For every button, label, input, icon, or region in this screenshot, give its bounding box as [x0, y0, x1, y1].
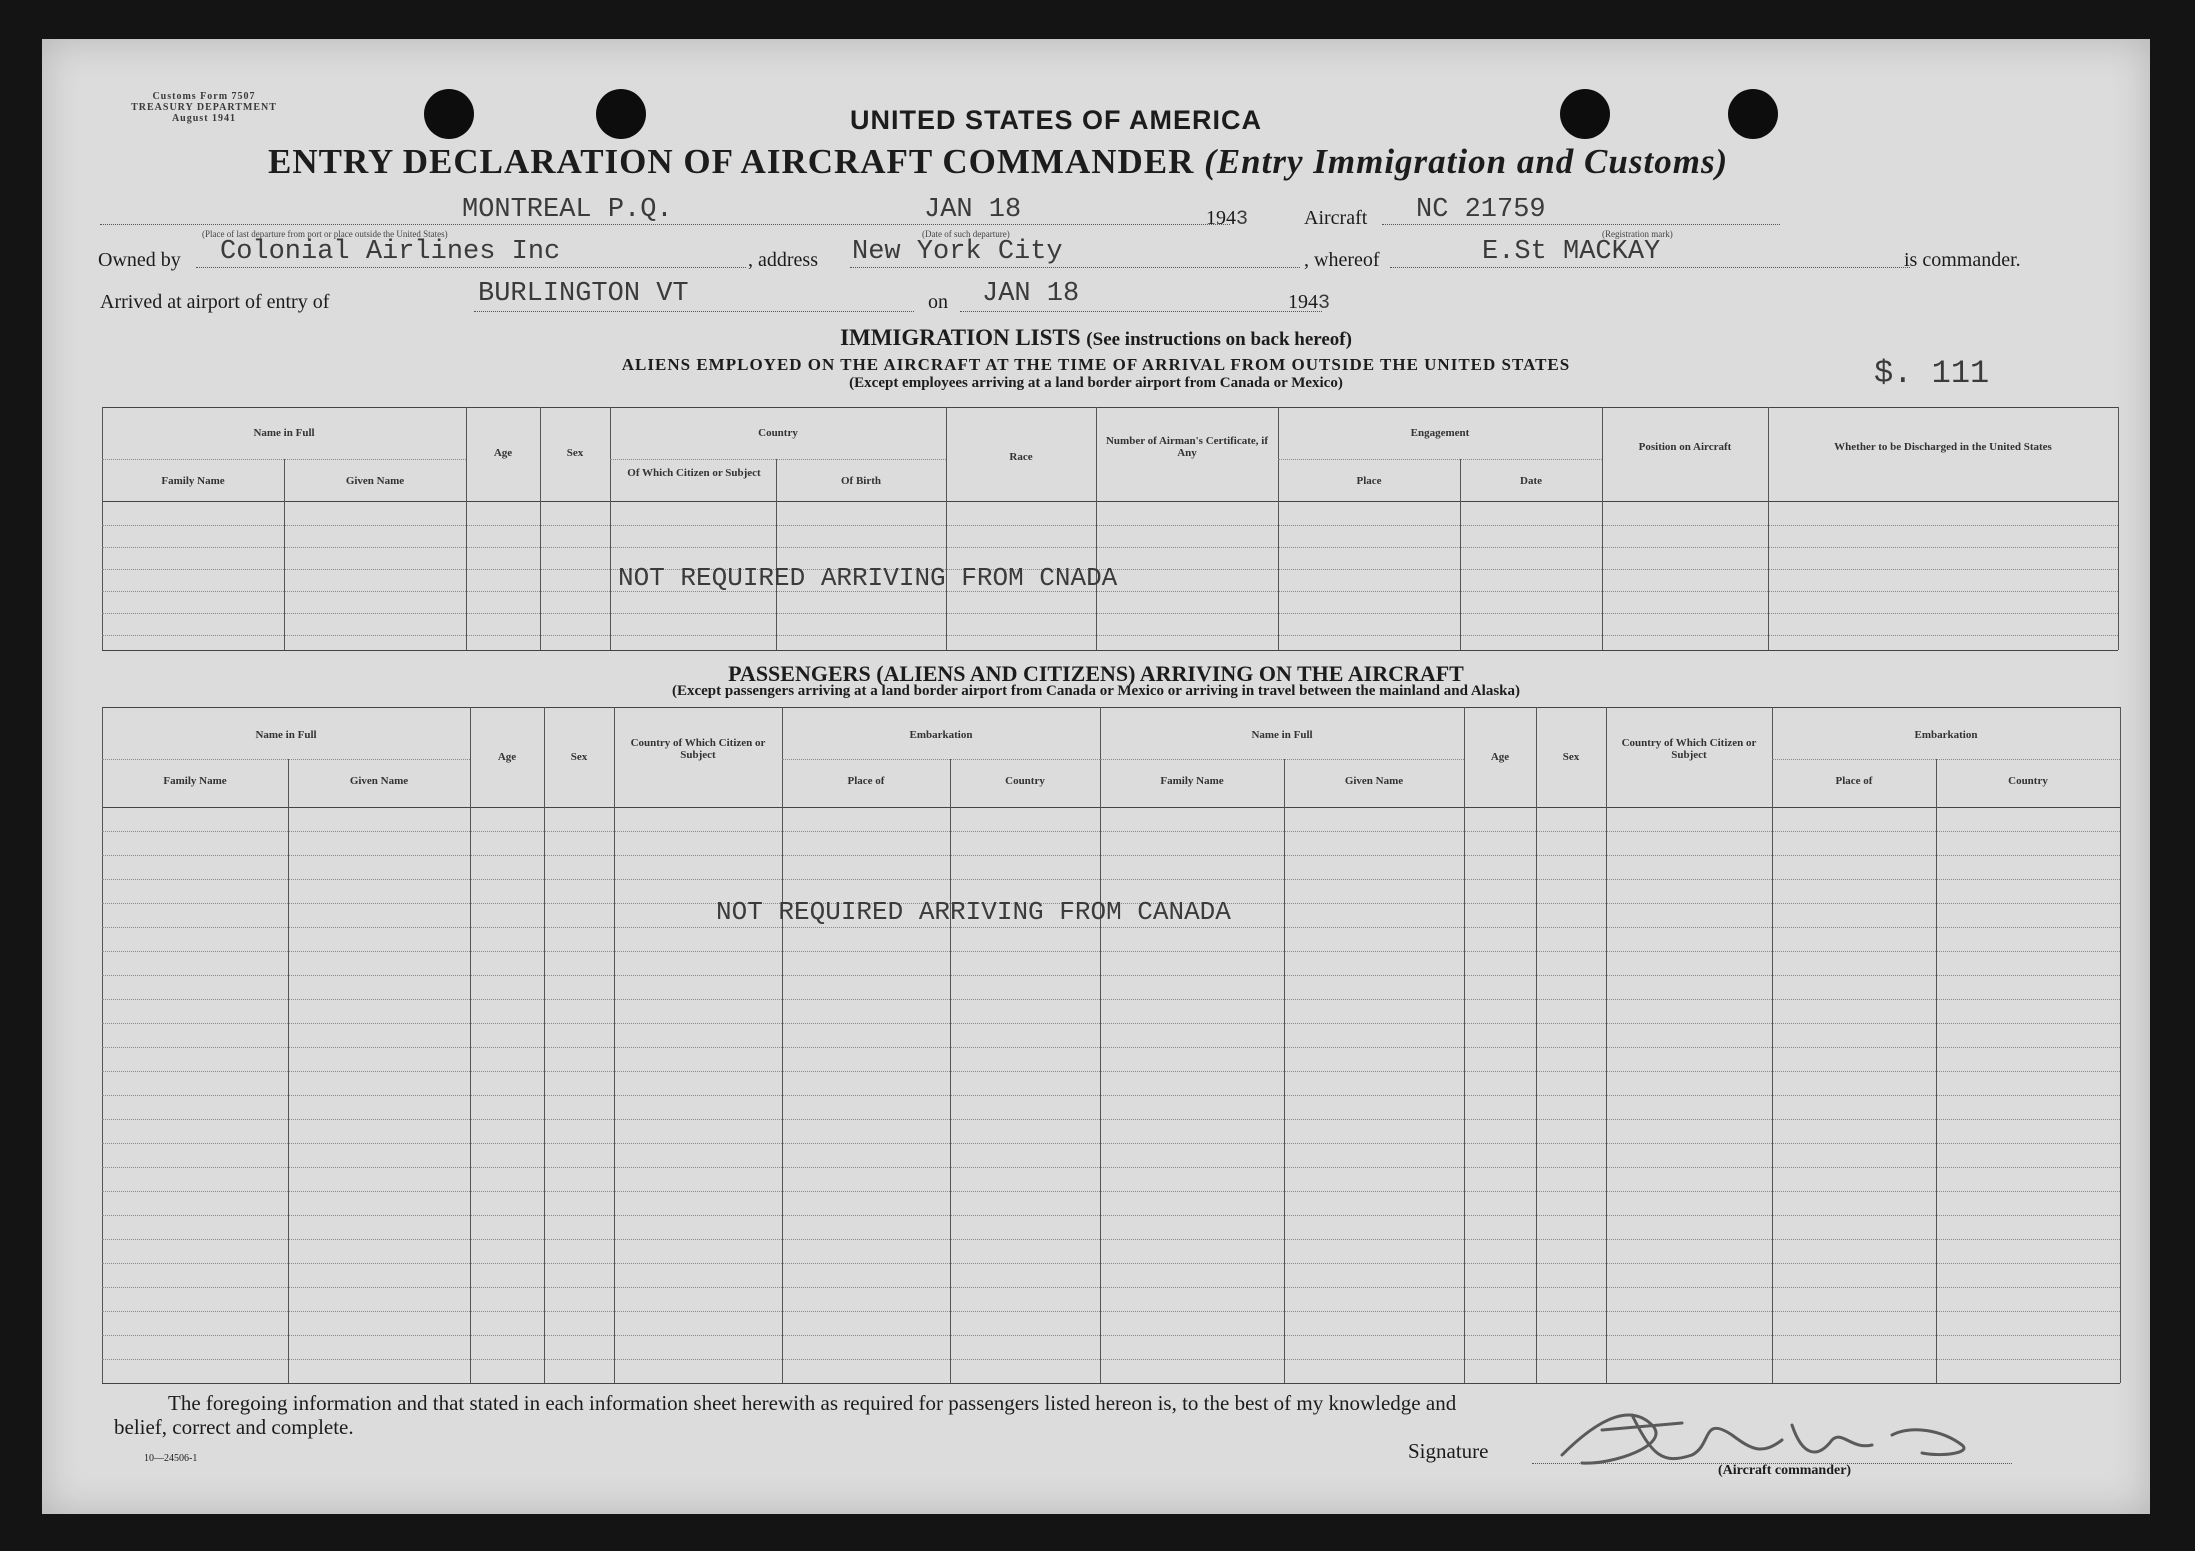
punch-hole [424, 89, 474, 139]
table-rule [102, 1263, 2120, 1264]
declaration-text-line1: The foregoing information and that stated in each information sheet herewith as required for passengers listed hereon is, to the best of my knowledge and [168, 1391, 1457, 1415]
passengers-heading: PASSENGERS (ALIENS AND CITIZENS) ARRIVING ON THE AIRCRAFT [728, 661, 1464, 686]
print-code: 10—24506-1 [144, 1453, 198, 1464]
table-rule [102, 879, 2120, 880]
table-rule [102, 1119, 2120, 1120]
table-rule [102, 1359, 2120, 1360]
table-rule [102, 1191, 2120, 1192]
address: New York City [852, 237, 1063, 267]
airport-of-entry: BURLINGTON VT [478, 279, 689, 309]
signature-label: Signature [1408, 1439, 1489, 1463]
arrival-year: 1943 [1288, 291, 1331, 315]
declaration-text-line2: belief, correct and complete. [114, 1415, 354, 1439]
table-rule [102, 999, 2120, 1000]
table-rule [102, 1143, 2120, 1144]
form-title: ENTRY DECLARATION OF AIRCRAFT COMMANDER (Entry Immigration and Customs) [268, 142, 1729, 181]
table-rule [102, 1047, 2120, 1048]
table-rule [102, 1335, 2120, 1336]
table-rule [102, 1239, 2120, 1240]
table-rule [102, 1071, 2120, 1072]
commander: E.St MACKAY [1482, 237, 1661, 267]
punch-hole [1728, 89, 1778, 139]
table-rule [102, 831, 2120, 832]
arrival-date: JAN 18 [982, 279, 1080, 309]
table-rule [102, 1311, 2120, 1312]
table-rule [102, 1287, 2120, 1288]
form-sheet: Customs Form 7507 TREASURY DEPARTMENT August 1941 UNITED STATES OF AMERICA ENTRY DECLARATION OF AIRCRAFT COMMANDER (Entry Immigration and Customs) MONTREAL P.Q. (Place of last departure from port or place outside the United States) JAN 18 (Date of such departure) 1943 Aircraft NC 21759 (Registration mark) Owned by Colonial Airlines Inc , address New York City , whereof E.St MACKAY is commander. Arrived at airport of entry of BURLINGTON VT on JAN 18 1943 $. 111 IMMIGRATION LISTS (See instructions on back hereof) ALIENS EMPLOYED ON THE AIRCRAFT AT THE TIME OF ARRIVAL FROM OUTSIDE THE UNITED STATES (Except employees arriving at a land border airport from Canada or Mexico) Name in Full Family Name Given Name Age Sex Country Of Which Citizen or Subject Of Birth Race Number of Airman's Certificate, if Any Engagement Place Date Position on Aircraft Whether to be Discharged in the United States NOT REQUIRED ARRIVING FROM CNADA PASSENGERS (ALIENS AND CITIZENS) ARRIVING ON THE AIRCRAFT (Except passengers arriving at a land border airport from Canada or Mexico or arriving in travel between the mainland and Alaska) Name in Full Family Name Given Name Age Sex Country of Which Citizen or Subject Embarkation Place of Country Name in Full Family Name Given Name Age Sex Country of Which Citizen or Subject Embarkation Place of Country NOT REQUIRED ARRIVING FROM CANADA The foregoing information and that stated in each information sheet herewith as required for passengers listed hereon is, to the best of my knowledge and belief, correct and complete. 10—24506-1 Signature (Aircraft commander) [42, 39, 2150, 1514]
table-rule [102, 1095, 2120, 1096]
punch-hole [596, 89, 646, 139]
date-of-departure: JAN 18 [924, 195, 1022, 225]
country-heading: UNITED STATES OF AMERICA [850, 105, 1262, 135]
table-rule [102, 1167, 2120, 1168]
immigration-subheading: ALIENS EMPLOYED ON THE AIRCRAFT AT THE TIME OF ARRIVAL FROM OUTSIDE THE UNITED STATES [621, 355, 1571, 374]
table-rule [102, 1023, 2120, 1024]
departure-year: 1943 [1206, 207, 1249, 231]
table-rule [102, 975, 2120, 976]
form-number: Customs Form 7507 TREASURY DEPARTMENT August 1941 [131, 91, 277, 124]
punch-hole [1560, 89, 1610, 139]
immigration-note: NOT REQUIRED ARRIVING FROM CNADA [618, 563, 1118, 593]
passengers-note: NOT REQUIRED ARRIVING FROM CANADA [716, 897, 1231, 927]
table-rule [102, 1215, 2120, 1216]
aircraft-number: NC 21759 [1416, 195, 1546, 225]
table-rule [102, 855, 2120, 856]
place-of-departure: MONTREAL P.Q. [462, 195, 673, 225]
immigration-heading: IMMIGRATION LISTS (See instructions on back hereof) [840, 325, 1352, 350]
passengers-subnote: (Except passengers arriving at a land border airport from Canada or Mexico or arriving in travel between the mainland and Alaska) [671, 683, 1521, 699]
table-rule [102, 927, 2120, 928]
immigration-subnote: (Except employees arriving at a land border airport from Canada or Mexico) [849, 375, 1343, 391]
table-rule [102, 951, 2120, 952]
stamp-number: $. 111 [1874, 355, 1990, 392]
signature-caption: (Aircraft commander) [1718, 1463, 1852, 1478]
owner: Colonial Airlines Inc [220, 237, 561, 267]
